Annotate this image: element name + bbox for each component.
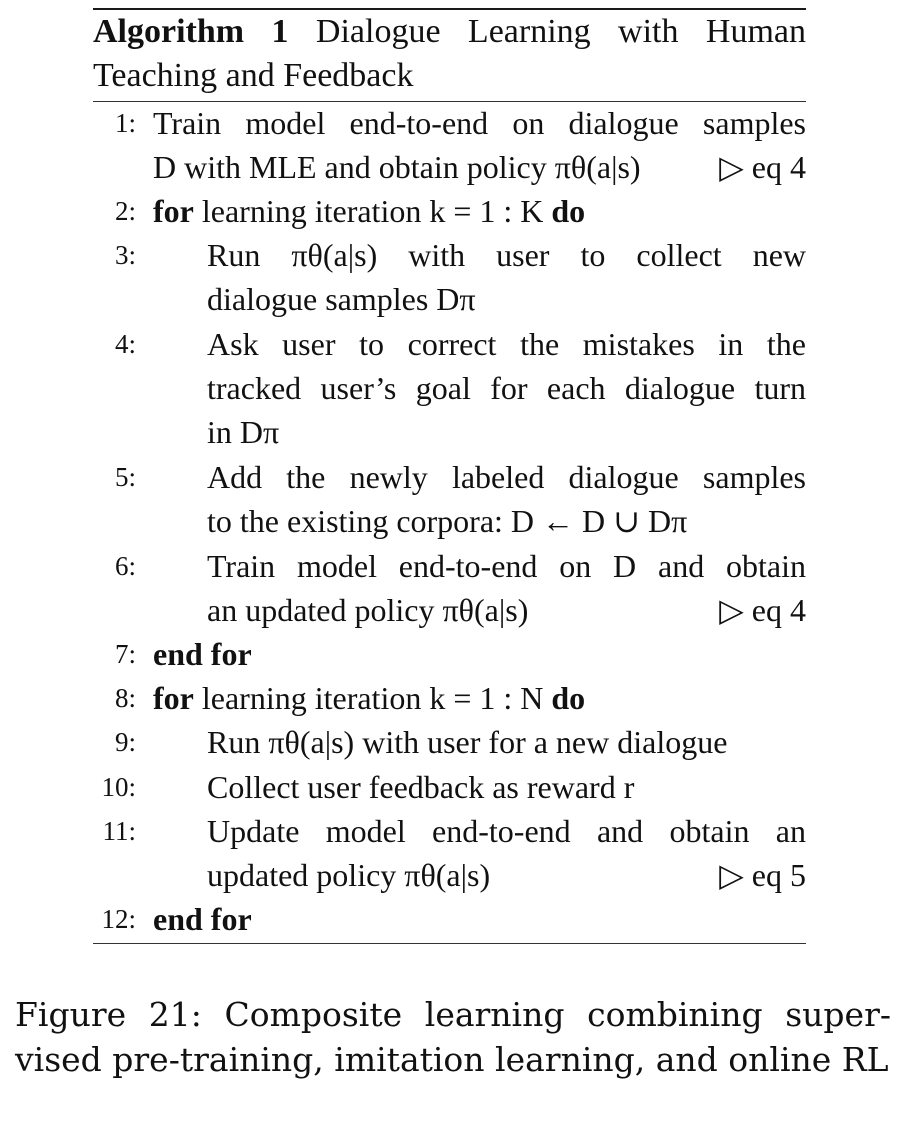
line-number: 3: [114, 240, 136, 270]
algorithm-line: dialogue samples Dπ [207, 281, 476, 317]
algorithm-line: Train model end-to-end on dialogue samples [153, 105, 806, 141]
line-number: 1: [114, 108, 136, 138]
algorithm-line: Add the newly labeled dialogue samples [207, 459, 806, 495]
equation-reference: ▷ eq 4 [719, 149, 806, 185]
algorithm-line: an updated policy πθ(a|s) [207, 592, 529, 628]
keyword-for: for [153, 193, 194, 229]
line-number: 9: [114, 727, 136, 757]
keyword-end-for: end for [153, 901, 252, 937]
algorithm-line: tracked user’s goal for each dialogue turn [207, 370, 806, 406]
algorithm-line: Ask user to correct the mistakes in the [207, 326, 806, 362]
algorithm-line: Collect user feedback as reward r [207, 769, 635, 805]
algorithm-title [93, 10, 806, 98]
algorithm-line: Train model end-to-end on D and obtain [207, 548, 806, 584]
equation-reference: ▷ eq 5 [719, 857, 806, 893]
loop-condition: learning iteration k = 1 : K [201, 193, 544, 229]
algorithm-line: in Dπ [207, 414, 280, 450]
line-number: 6: [114, 551, 136, 581]
algorithm-label: Algorithm 1 [93, 13, 289, 50]
keyword-do: do [551, 193, 586, 229]
line-number: 11: [102, 816, 136, 846]
algorithm-line: to the existing corpora: D ← D ∪ Dπ [207, 503, 688, 539]
keyword-end-for: end for [153, 636, 252, 672]
keyword-for: for [153, 680, 194, 716]
algorithm-line [153, 676, 585, 720]
line-number: 4: [114, 329, 136, 359]
keyword-do: do [551, 680, 586, 716]
algorithm-name: Dialogue Learning with Human Teaching and Feedback [93, 13, 806, 94]
algorithm-line: Run πθ(a|s) with user to collect new [207, 237, 806, 273]
equation-reference: ▷ eq 4 [719, 592, 806, 628]
algorithm-line: Run πθ(a|s) with user for a new dialogue [207, 724, 728, 760]
line-number: 2: [114, 196, 136, 226]
loop-condition: learning iteration k = 1 : N [201, 680, 544, 716]
algorithm-line: updated policy πθ(a|s) [207, 857, 491, 893]
bottom-rule [93, 943, 806, 944]
line-number: 7: [114, 639, 136, 669]
algorithm-line [153, 189, 585, 233]
algorithm-line: Update model end-to-end and obtain an [207, 813, 806, 849]
line-number: 12: [101, 904, 136, 934]
line-number: 8: [114, 683, 136, 713]
figure-caption: Figure 21: Composite learning combining super-vised pre-training, imitation learning, and online RL [15, 995, 891, 1079]
line-number: 5: [114, 462, 136, 492]
algorithm-line: D with MLE and obtain policy πθ(a|s) [153, 149, 641, 185]
line-number: 10: [101, 772, 136, 802]
